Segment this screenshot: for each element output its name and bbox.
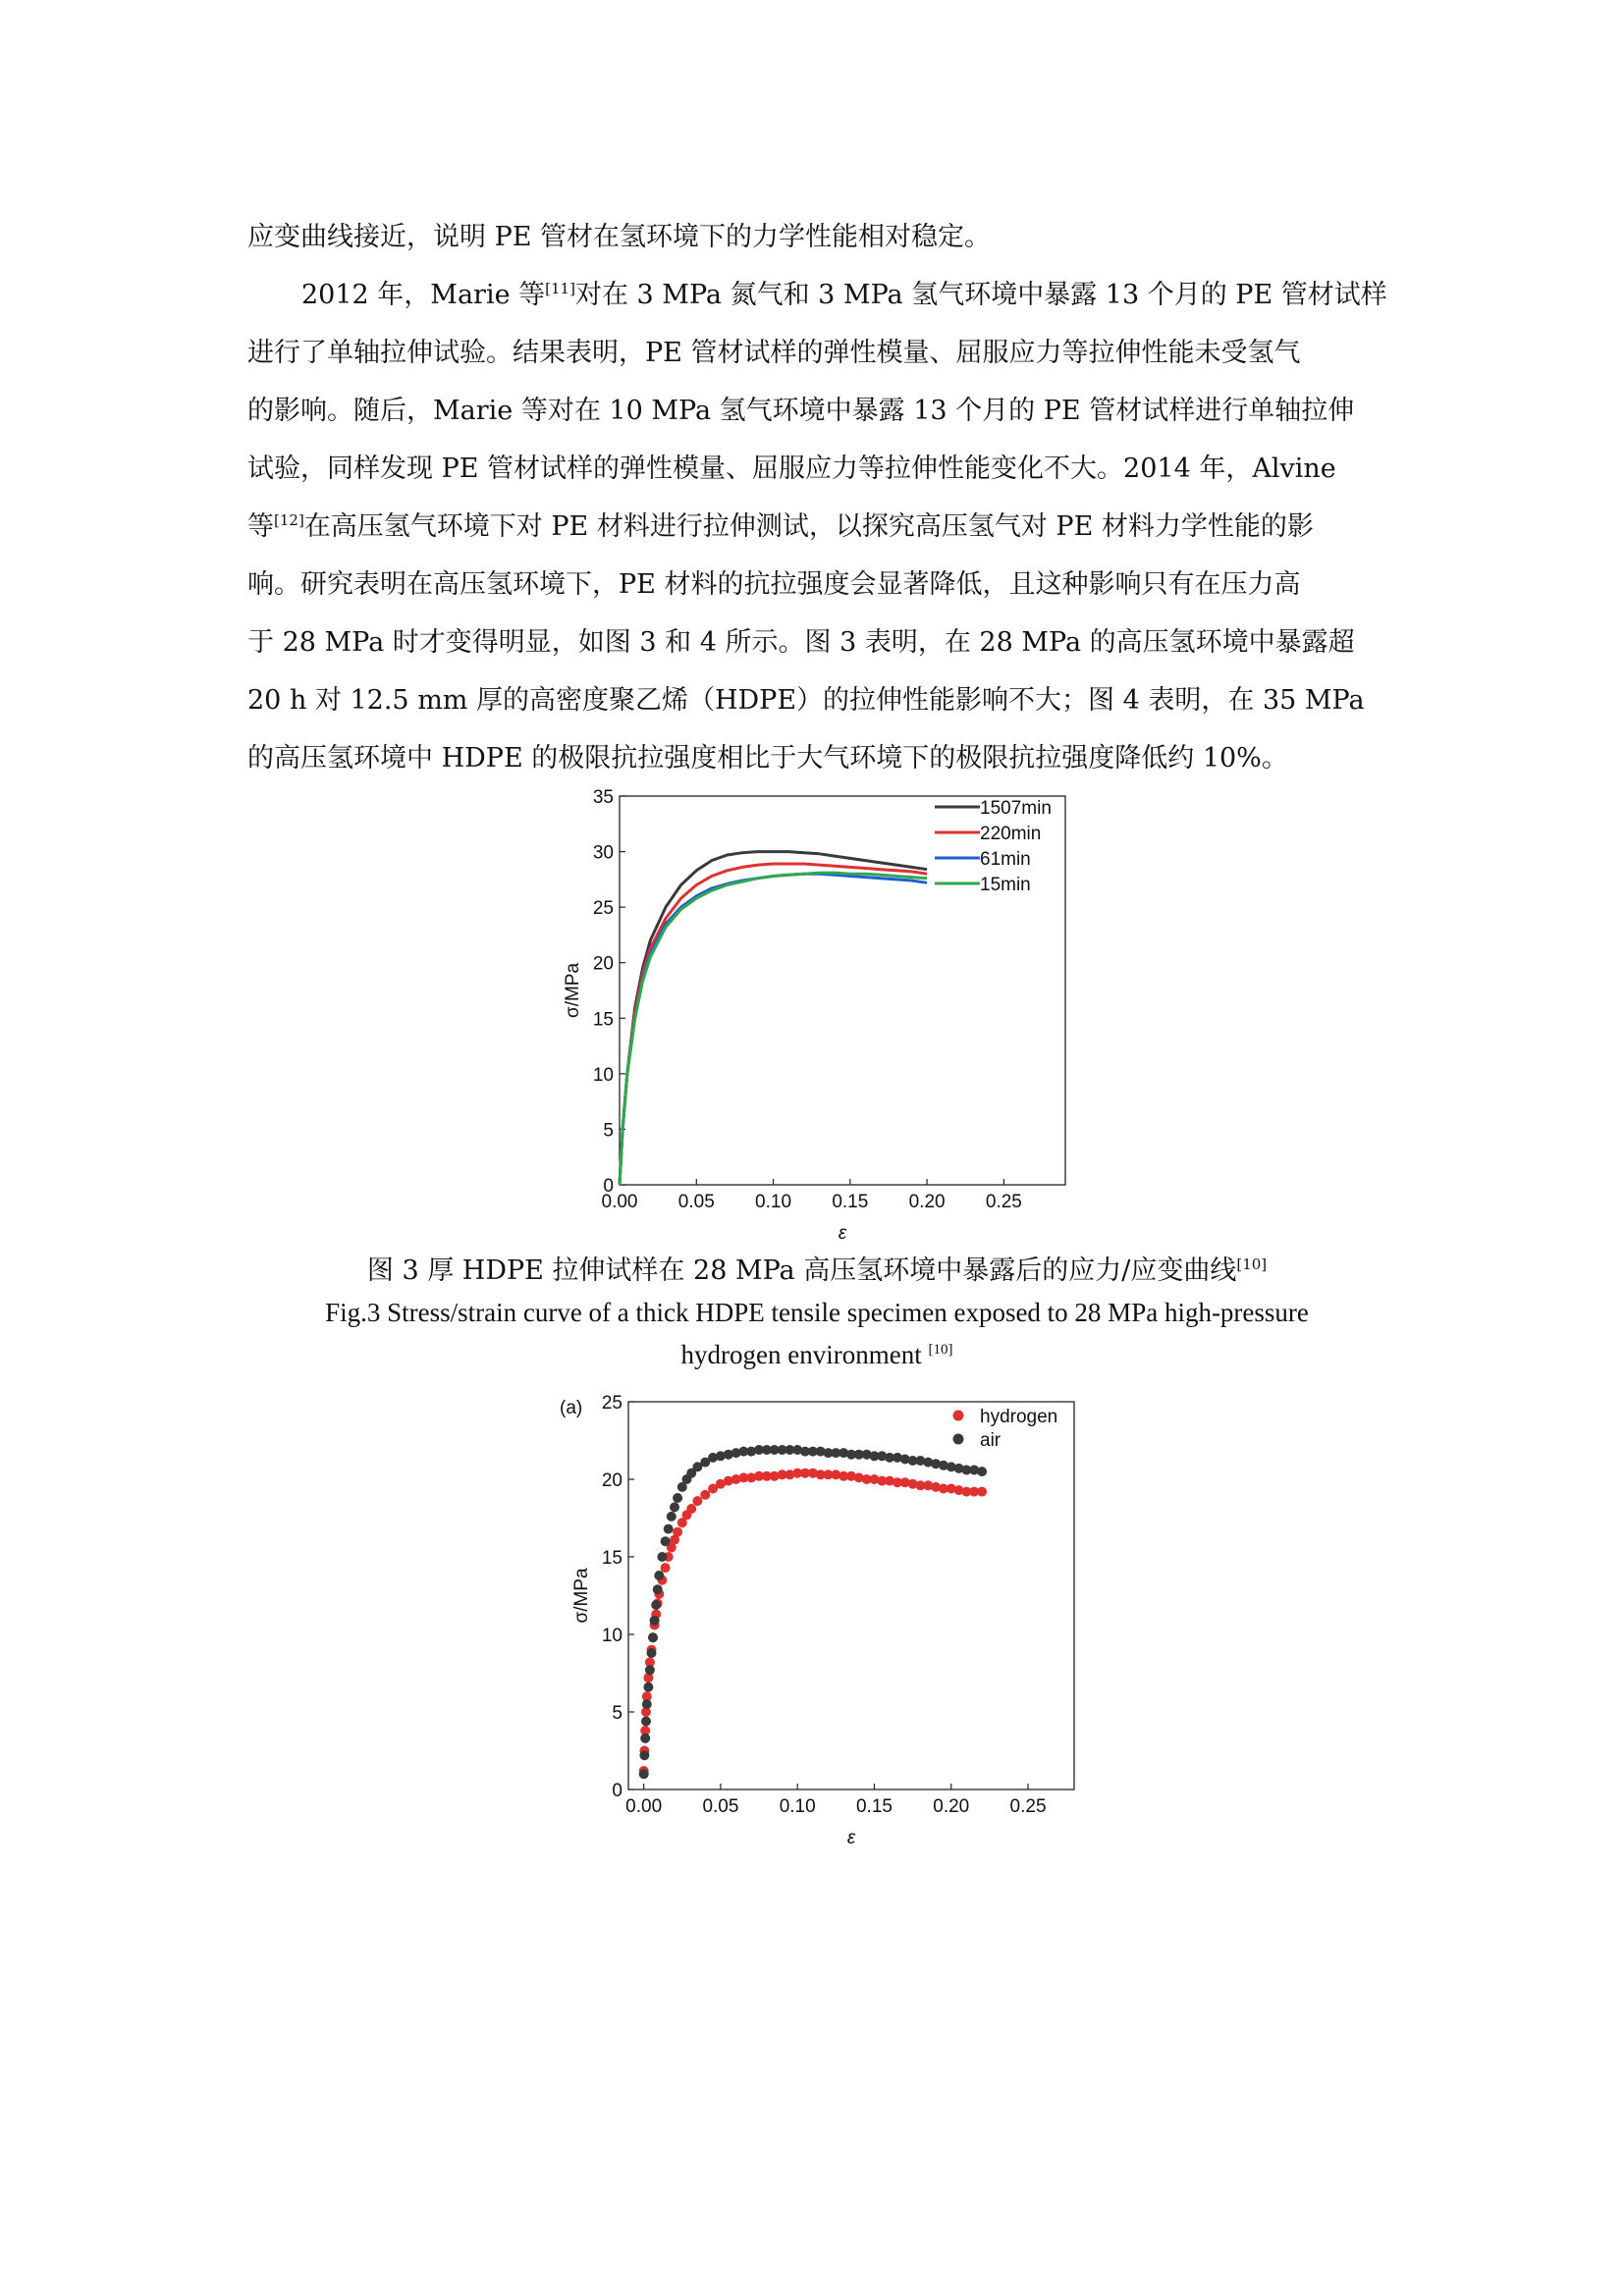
data-point-air [643, 1682, 653, 1692]
paragraph-line [247, 556, 1386, 614]
paragraph-text: 在高压氢气环境下对 PE 材料进行拉伸测试，以探究高压氢气对 PE 材料力学性能的影 [303, 511, 1314, 542]
paragraph-text: 对在 3 MPa 氮气和 3 MPa 氢气环境中暴露 13 个月的 PE 管材试样 [574, 280, 1387, 310]
paragraph-line [247, 729, 1386, 787]
data-point-air [641, 1717, 651, 1727]
data-point-air [640, 1734, 650, 1743]
data-point-air [670, 1502, 679, 1512]
series-line-1507min [620, 852, 927, 1185]
citation-ref: [11] [545, 280, 575, 297]
y-axis-label: σ/MPa [563, 962, 583, 1019]
y-tick-label: 5 [612, 1703, 623, 1724]
x-axis-label: ε [846, 1828, 856, 1848]
figure3-caption-en-line2: hydrogen environment [10] [680, 1340, 953, 1369]
paragraph-text: 20 h 对 12.5 mm 厚的高密度聚乙烯（HDPE）的拉伸性能影响不大；图 4 表明，在 35 MPa [247, 685, 1365, 716]
paragraph-text: 的影响。随后，Marie 等对在 10 MPa 氢气环境中暴露 13 个月的 PE 管材试样进行单轴拉伸 [247, 396, 1355, 426]
paragraph-text: 响。研究表明在高压氢环境下，PE 材料的抗拉强度会显著降低，且这种影响只有在压力高 [247, 569, 1301, 600]
x-tick-label: 0.15 [832, 1192, 869, 1212]
y-tick-label: 15 [601, 1548, 623, 1569]
y-tick-label: 10 [592, 1064, 614, 1086]
x-tick-label: 0.00 [625, 1796, 663, 1817]
paragraph-line [247, 498, 1386, 556]
x-tick-label: 0.00 [601, 1192, 638, 1212]
paragraph-line [247, 208, 1386, 266]
data-point-air [645, 1665, 655, 1675]
data-point-air [667, 1512, 677, 1522]
panel-label: (a) [560, 1398, 583, 1418]
data-point-air [661, 1536, 671, 1546]
x-tick-label: 0.10 [755, 1192, 792, 1212]
y-tick-label: 25 [592, 898, 614, 920]
paragraph-text: 进行了单轴拉伸试验。结果表明，PE 管材试样的弹性模量、屈服应力等拉伸性能未受氢气 [247, 338, 1301, 368]
data-point-air [673, 1493, 682, 1503]
x-tick-label: 0.20 [908, 1192, 946, 1212]
data-point-hydrogen [700, 1490, 710, 1500]
y-tick-label: 20 [601, 1470, 623, 1491]
data-point-air [647, 1648, 657, 1658]
data-point-air [639, 1769, 649, 1779]
data-point-air [639, 1750, 649, 1760]
figure3-caption-cn-ref: [10] [1236, 1255, 1268, 1273]
data-point-hydrogen [661, 1563, 671, 1573]
paragraph-line [247, 324, 1386, 382]
figure4a-chart [550, 1384, 1080, 1860]
y-tick-label: 25 [601, 1393, 623, 1414]
data-point-hydrogen [692, 1496, 702, 1506]
data-point-hydrogen [673, 1527, 682, 1537]
paragraph-text: 等 [247, 511, 274, 542]
x-tick-label: 0.05 [677, 1192, 715, 1212]
y-tick-label: 15 [592, 1009, 614, 1031]
data-point-air [664, 1524, 674, 1534]
paragraph-text: 于 28 MPa 时才变得明显，如图 3 和 4 所示。图 3 表明，在 28 MPa 的高压氢环境中暴露超 [247, 627, 1355, 658]
x-tick-label: 0.05 [702, 1796, 739, 1817]
paragraph-line [247, 440, 1386, 498]
y-tick-label: 10 [601, 1626, 623, 1646]
citation-ref: [12] [274, 511, 304, 529]
paragraph-text: 试验，同样发现 PE 管材试样的弹性模量、屈服应力等拉伸性能变化不大。2014 年，Alvine [247, 454, 1336, 484]
y-tick-label: 35 [592, 787, 614, 808]
paragraph-text: 2012 年，Marie 等 [301, 280, 546, 310]
paragraph-text: 应变曲线接近，说明 PE 管材在氢环境下的力学性能相对稳定。 [247, 222, 992, 252]
data-point-air [648, 1632, 658, 1642]
paragraph-line [247, 266, 1386, 324]
data-point-air [650, 1616, 660, 1626]
paragraph-line [247, 382, 1386, 440]
figure3-chart [550, 785, 1080, 1247]
paragraph-line [247, 614, 1386, 671]
paragraph-text: 的高压氢环境中 HDPE 的极限抗拉强度相比于大气环境下的极限抗拉强度降低约 10%。 [247, 743, 1288, 774]
data-point-air [642, 1699, 652, 1709]
data-point-air [651, 1600, 661, 1610]
y-tick-label: 0 [603, 1176, 614, 1197]
legend-label: air [980, 1430, 1001, 1451]
figure3-caption-en-line1: Fig.3 Stress/strain curve of a thick HDPE tensile specimen exposed to 28 MPa high-pressure [325, 1298, 1309, 1327]
data-point-air [653, 1584, 663, 1594]
figure3-caption-en-ref: [10] [928, 1342, 953, 1358]
figure3-caption [247, 1250, 1386, 1376]
x-tick-label: 0.25 [985, 1192, 1022, 1212]
y-tick-label: 30 [592, 842, 614, 864]
legend-label: 1507min [980, 798, 1052, 819]
body-paragraph [247, 208, 1386, 787]
data-point-air [977, 1467, 987, 1476]
legend-swatch [953, 1434, 964, 1445]
y-axis-label: σ/MPa [571, 1568, 592, 1624]
x-tick-label: 0.25 [1009, 1796, 1047, 1817]
data-point-air [654, 1571, 664, 1580]
y-tick-label: 5 [603, 1120, 614, 1142]
x-tick-label: 0.20 [933, 1796, 970, 1817]
plot-frame [628, 1402, 1074, 1789]
series-line-220min [620, 864, 927, 1185]
data-point-hydrogen [977, 1487, 987, 1497]
data-point-hydrogen [686, 1504, 696, 1514]
legend-label: 15min [980, 875, 1031, 895]
y-tick-label: 20 [592, 953, 614, 975]
legend-label: 61min [980, 849, 1031, 870]
legend-label: hydrogen [980, 1407, 1058, 1427]
y-tick-label: 0 [612, 1781, 623, 1801]
paragraph-line [247, 671, 1386, 729]
figure3-caption-cn: 图 3 厚 HDPE 拉伸试样在 28 MPa 高压氢环境中暴露后的应力/应变曲线[10] [366, 1255, 1268, 1286]
data-point-air [657, 1552, 667, 1562]
legend-swatch [953, 1411, 964, 1421]
x-tick-label: 0.10 [779, 1796, 816, 1817]
x-tick-label: 0.15 [855, 1796, 893, 1817]
legend-label: 220min [980, 824, 1042, 844]
x-axis-label: ε [838, 1223, 847, 1244]
